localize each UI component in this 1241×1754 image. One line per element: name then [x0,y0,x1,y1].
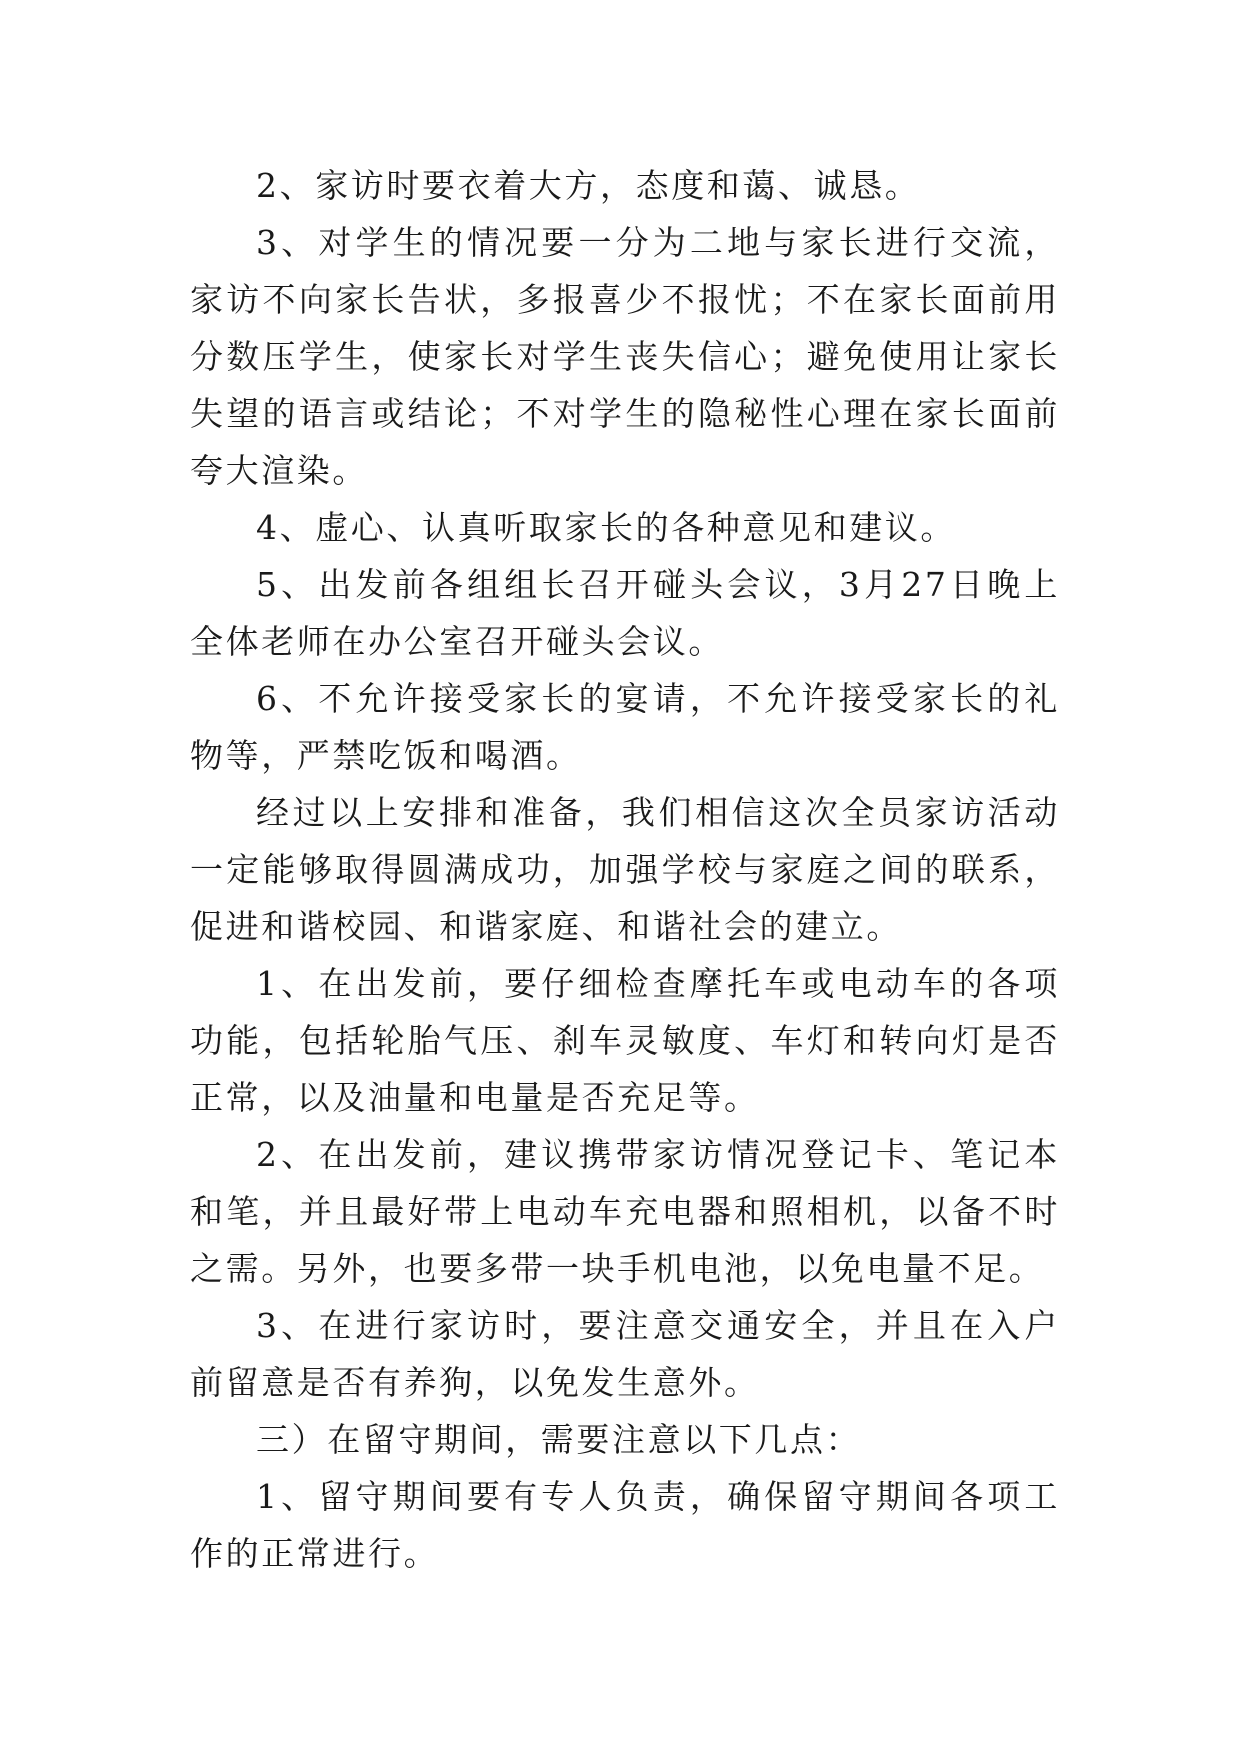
paragraph-duty-person: 1、留守期间要有专人负责，确保留守期间各项工作的正常进行。 [190,1477,1060,1573]
paragraph-dress-attitude: 2、家访时要衣着大方，态度和蔼、诚恳。 [256,166,921,205]
paragraph-communication: 3、对学生的情况要一分为二地与家长进行交流，家访不向家长告状，多报喜少不报忧；不在家长面前用分数压学生，使家长对学生丧失信心；避免使用让家长失望的语言或结论；不对学生的隐秘性心理在家长面前夸大渲染。 [190,223,1060,490]
paragraph-meeting: 5、出发前各组组长召开碰头会议，3月27日晚上全体老师在办公室召开碰头会议。 [190,565,1060,661]
paragraph-listen-opinions: 4、虚心、认真听取家长的各种意见和建议。 [256,508,956,547]
paragraph-section-heading: 三）在留守期间，需要注意以下几点： [256,1420,862,1459]
document-body [190,157,1060,1582]
paragraph-traffic-safety: 3、在进行家访时，要注意交通安全，并且在入户前留意是否有养狗，以免发生意外。 [190,1306,1060,1402]
paragraph-summary: 经过以上安排和准备，我们相信这次全员家访活动一定能够取得圆满成功，加强学校与家庭之间的联系，促进和谐校园、和谐家庭、和谐社会的建立。 [190,793,1060,946]
paragraph-vehicle-check: 1、在出发前，要仔细检查摩托车或电动车的各项功能，包括轮胎气压、刹车灵敏度、车灯和转向灯是否正常，以及油量和电量是否充足等。 [190,964,1060,1117]
paragraph-carry-items: 2、在出发前，建议携带家访情况登记卡、笔记本和笔，并且最好带上电动车充电器和照相机，以备不时之需。另外，也要多带一块手机电池，以免电量不足。 [190,1135,1060,1288]
paragraph-no-gifts: 6、不允许接受家长的宴请，不允许接受家长的礼物等，严禁吃饭和喝酒。 [190,679,1060,775]
